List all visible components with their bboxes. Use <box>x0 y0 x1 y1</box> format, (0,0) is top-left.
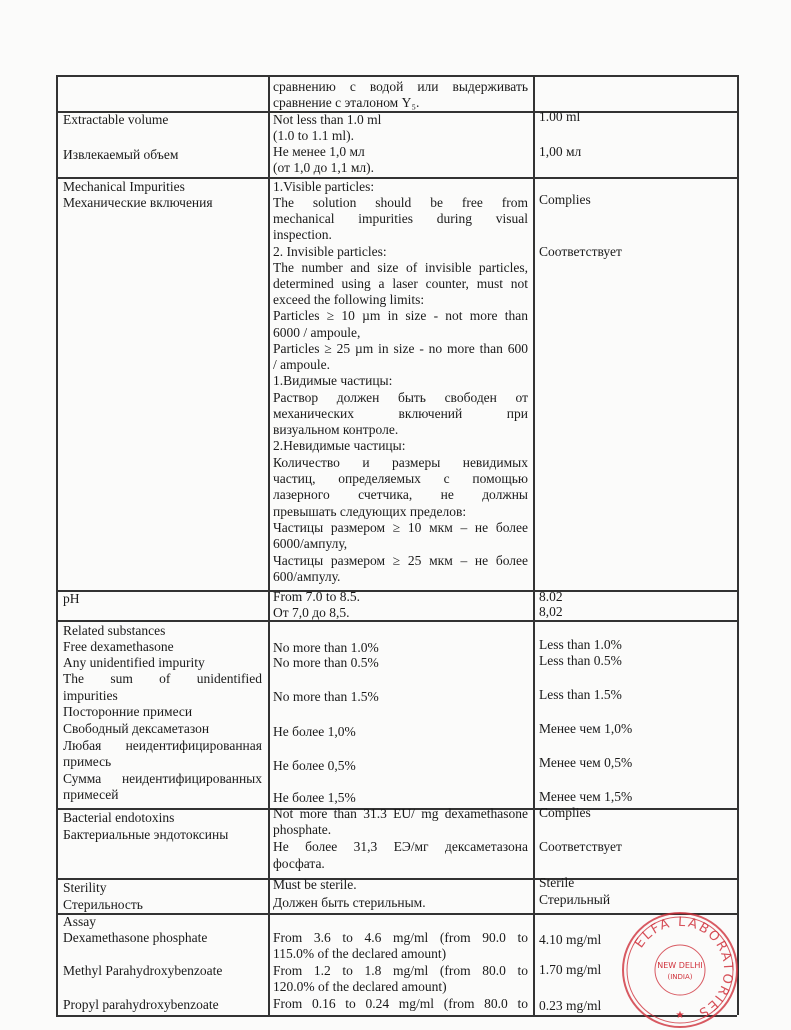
specification-text: From 0.16 to 0.24 mg/ml (from 80.0 to <box>273 996 528 1011</box>
specification-text: Not less than 1.0 ml <box>273 112 382 127</box>
result-text: 0.23 mg/ml <box>539 998 602 1013</box>
stamp-country: (INDIA) <box>667 973 693 981</box>
parameter-text: Бактериальные эндотоксины <box>63 827 229 842</box>
parameter-text: Assay <box>63 914 96 929</box>
parameter-text: Related substances <box>63 623 166 638</box>
parameter-text: Extractable volume <box>63 112 169 127</box>
specification-text: Не более 0,5% <box>273 758 356 773</box>
parameter-text: Sterility <box>63 880 107 895</box>
parameter-text: Dexamethasone phosphate <box>63 930 208 945</box>
specification-text: лазерного счетчика, не должны <box>273 487 528 502</box>
specification-text: 115.0% of the declared amount) <box>273 946 447 961</box>
result-text: Less than 1.5% <box>539 687 622 702</box>
parameter-text: Any unidentified impurity <box>63 655 205 670</box>
specification-text: (1.0 to 1.1 ml). <box>273 128 354 143</box>
table-column-border <box>533 75 535 1015</box>
specification-text: exceed the following limits: <box>273 292 425 307</box>
result-text: 1.70 mg/ml <box>539 962 602 977</box>
result-text: Less than 1.0% <box>539 637 622 652</box>
parameter-text: Любая неидентифицированная <box>63 738 262 753</box>
result-text: 8.02 <box>539 589 563 604</box>
specification-text: визуальном контроле. <box>273 422 399 437</box>
specification-text: / ampoule. <box>273 357 330 372</box>
parameter-text: pH <box>63 591 80 606</box>
specification-text: 6000/ампулу, <box>273 536 348 551</box>
result-text: Complies <box>539 805 591 820</box>
specification-text: сравнение с эталоном Y₅. <box>273 95 420 110</box>
specification-text: 1.Visible particles: <box>273 179 375 194</box>
result-text: Less than 0.5% <box>539 653 622 668</box>
specification-text: Не более 1,0% <box>273 724 356 739</box>
specification-text: 120.0% of the declared amount) <box>273 979 447 994</box>
parameter-text: Propyl parahydroxybenzoate <box>63 997 219 1012</box>
specification-text: inspection. <box>273 227 332 242</box>
result-text: 4.10 mg/ml <box>539 932 602 947</box>
specification-text: Не менее 1,0 мл <box>273 144 365 159</box>
result-text: Соответствует <box>539 839 622 854</box>
parameter-text: Механические включения <box>63 195 213 210</box>
stamp-city: NEW DELHI <box>657 961 703 970</box>
specification-text: Не более 31,3 ЕЭ/мг дексаметазона <box>273 839 528 854</box>
star-icon: ★ <box>675 1010 685 1021</box>
specification-text: The number and size of invisible particles, <box>273 260 528 275</box>
result-text: Стерильный <box>539 892 611 907</box>
result-text: Complies <box>539 192 591 207</box>
parameter-text: Methyl Parahydroxybenzoate <box>63 963 223 978</box>
parameter-text: Извлекаемый объем <box>63 147 179 162</box>
specification-text: From 1.2 to 1.8 mg/ml (from 80.0 to <box>273 963 528 978</box>
table-row-border <box>56 878 737 880</box>
specification-text: Количество и размеры невидимых <box>273 455 528 470</box>
result-text: 1,00 мл <box>539 144 582 159</box>
result-text: 1.00 ml <box>539 109 581 124</box>
parameter-text: Свободный дексаметазон <box>63 721 210 736</box>
specification-text: 6000 / ampoule, <box>273 325 361 340</box>
specification-text: Must be sterile. <box>273 877 357 892</box>
parameter-text: impurities <box>63 688 118 703</box>
result-text: 8,02 <box>539 604 563 619</box>
result-text: Менее чем 1,5% <box>539 789 633 804</box>
parameter-text: примесь <box>63 754 112 769</box>
specification-text: 1.Видимые частицы: <box>273 373 393 388</box>
specification-text: Particles ≥ 10 µm in size - not more than <box>273 308 528 323</box>
specification-text: The solution should be free from <box>273 195 528 210</box>
specification-text: determined using a laser counter, must not <box>273 276 528 291</box>
parameter-text: Bacterial endotoxins <box>63 810 175 825</box>
parameter-text: Сумма неидентифицированных <box>63 771 262 786</box>
specification-text: phosphate. <box>273 822 332 837</box>
specification-text: Раствор должен быть свободен от <box>273 390 528 405</box>
specification-text: No more than 1.5% <box>273 689 379 704</box>
specification-text: частиц, определяемых с помощью <box>273 471 528 486</box>
company-stamp <box>620 910 740 1030</box>
specification-text: (от 1,0 до 1,1 мл). <box>273 160 374 175</box>
result-text: Менее чем 1,0% <box>539 721 633 736</box>
specification-text: превышать следующих пределов: <box>273 504 467 519</box>
table-column-border <box>737 75 739 1015</box>
result-text: Менее чем 0,5% <box>539 755 633 770</box>
specification-text: 2. Invisible particles: <box>273 244 387 259</box>
specification-text: 2.Невидимые частицы: <box>273 438 406 453</box>
table-column-border <box>56 75 58 1015</box>
specification-text: 600/ампулу. <box>273 569 341 584</box>
specification-text: механических включений при <box>273 406 528 421</box>
result-text: Sterile <box>539 875 575 890</box>
specification-text: mechanical impurities during visual <box>273 211 528 226</box>
specification-text: No more than 1.0% <box>273 640 379 655</box>
specification-text: Частицы размером ≥ 10 мкм – не более <box>273 520 528 535</box>
specification-text: Not more than 31.3 EU/ mg dexamethasone <box>273 806 528 821</box>
specification-text: From 7.0 to 8.5. <box>273 589 361 604</box>
stamp-ring-text: ELFA LABORATORIES <box>632 914 736 1021</box>
specification-text: Должен быть стерильным. <box>273 895 426 910</box>
specification-text: От 7,0 до 8,5. <box>273 605 350 620</box>
specification-text: сравнению с водой или выдерживать <box>273 79 528 94</box>
specification-text: Particles ≥ 25 µm in size - no more than 600 <box>273 341 528 356</box>
parameter-text: Стерильность <box>63 897 143 912</box>
specification-text: From 3.6 to 4.6 mg/ml (from 90.0 to <box>273 930 528 945</box>
result-text: Соответствует <box>539 244 622 259</box>
table-row-border <box>56 75 737 77</box>
parameter-text: Free dexamethasone <box>63 639 174 654</box>
parameter-text: Посторонние примеси <box>63 704 193 719</box>
table-column-border <box>268 75 270 1015</box>
specification-text: фосфата. <box>273 856 325 871</box>
parameter-text: Mechanical Impurities <box>63 179 185 194</box>
specification-text: No more than 0.5% <box>273 655 379 670</box>
specification-text: Частицы размером ≥ 25 мкм – не более <box>273 553 528 568</box>
specification-text: Не более 1,5% <box>273 790 356 805</box>
parameter-text: The sum of unidentified <box>63 671 262 686</box>
table-row-border <box>56 590 737 592</box>
parameter-text: примесей <box>63 787 119 802</box>
